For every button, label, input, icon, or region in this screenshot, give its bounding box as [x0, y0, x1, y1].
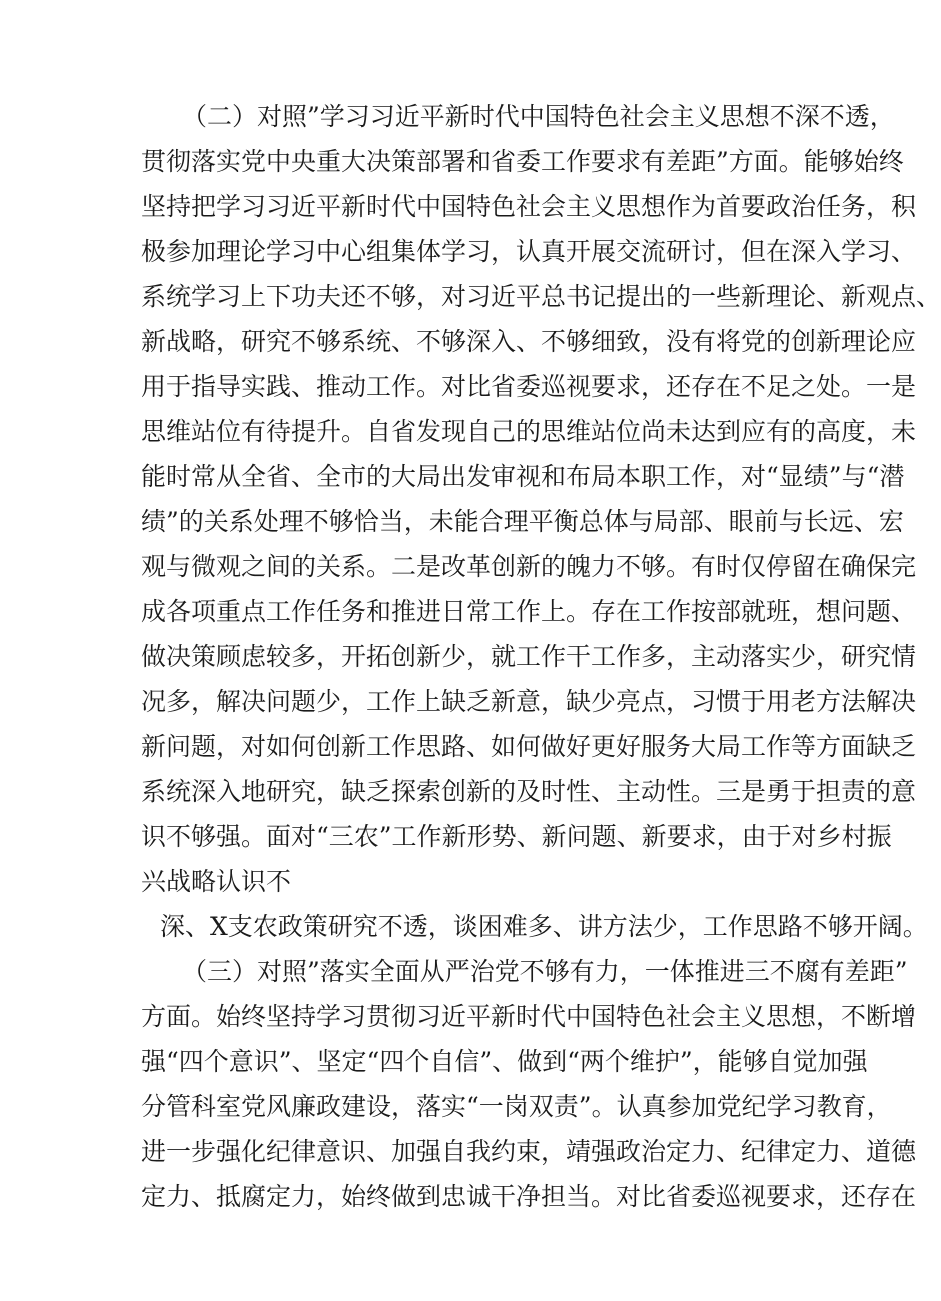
text-line: 兴战略认识不	[141, 867, 292, 896]
text-line: 成各项重点工作任务和推进日常工作上。存在工作按部就班，想问题、	[141, 597, 917, 626]
text-line: 强“四个意识”、坚定“四个自信”、做到“两个维护”，能够自觉加强	[141, 1047, 868, 1076]
text-line: 况多，解决问题少，工作上缺乏新意，缺少亮点，习惯于用老方法解决	[141, 687, 917, 716]
text-line: 坚持把学习习近平新时代中国特色社会主义思想作为首要政治任务，积	[141, 192, 917, 221]
text-line: 新战略，研究不够系统、不够深入、不够细致，没有将党的创新理论应	[141, 327, 917, 356]
text-line: 方面。始终坚持学习贯彻习近平新时代中国特色社会主义思想，不断增	[141, 1002, 917, 1031]
text-line: 贯彻落实党中央重大决策部署和省委工作要求有差距”方面。能够始终	[141, 147, 904, 176]
text-line: 绩”的关系处理不够恰当，未能合理平衡总体与局部、眼前与长远、宏	[141, 507, 904, 536]
paragraph-2-heading-line: （二）对照”学习习近平新时代中国特色社会主义思想不深不透，	[182, 102, 895, 131]
text-line: 识不够强。面对“三农”工作新形势、新问题、新要求，由于对乡村振	[141, 822, 892, 851]
text-line: 观与微观之间的关系。二是改革创新的魄力不够。有时仅停留在确保完	[141, 552, 917, 581]
text-line: 极参加理论学习中心组集体学习，认真开展交流研讨，但在深入学习、	[141, 237, 917, 266]
text-line: 做决策顾虑较多，开拓创新少，就工作干工作多，主动落实少，研究情	[141, 642, 917, 671]
text-line: 能时常从全省、全市的大局出发审视和布局本职工作，对“显绩”与“潜	[141, 462, 905, 491]
text-line: 定力、抵腐定力，始终做到忠诚干净担当。对比省委巡视要求，还存在	[141, 1182, 917, 1211]
paragraph-3-heading-line: （三）对照”落实全面从严治党不够有力，一体推进三不腐有差距”	[182, 957, 908, 986]
text-line: 系统学习上下功夫还不够，对习近平总书记提出的一些新理论、新观点、	[141, 282, 941, 311]
text-line: 用于指导实践、推动工作。对比省委巡视要求，还存在不足之处。一是	[141, 372, 917, 401]
text-line: 深、X支农政策研究不透，谈困难多、讲方法少，工作思路不够开阔。	[160, 912, 928, 941]
text-line: 新问题，对如何创新工作思路、如何做好更好服务大局工作等方面缺乏	[141, 732, 917, 761]
text-line: 分管科室党风廉政建设，落实“一岗双责”。认真参加党纪学习教育，	[141, 1092, 892, 1121]
text-line: 系统深入地研究，缺乏探索创新的及时性、主动性。三是勇于担责的意	[141, 777, 917, 806]
text-line: 思维站位有待提升。自省发现自己的思维站位尚未达到应有的高度，未	[141, 417, 917, 446]
text-line: 进一步强化纪律意识、加强自我约束，靖强政治定力、纪律定力、道德	[141, 1137, 917, 1166]
